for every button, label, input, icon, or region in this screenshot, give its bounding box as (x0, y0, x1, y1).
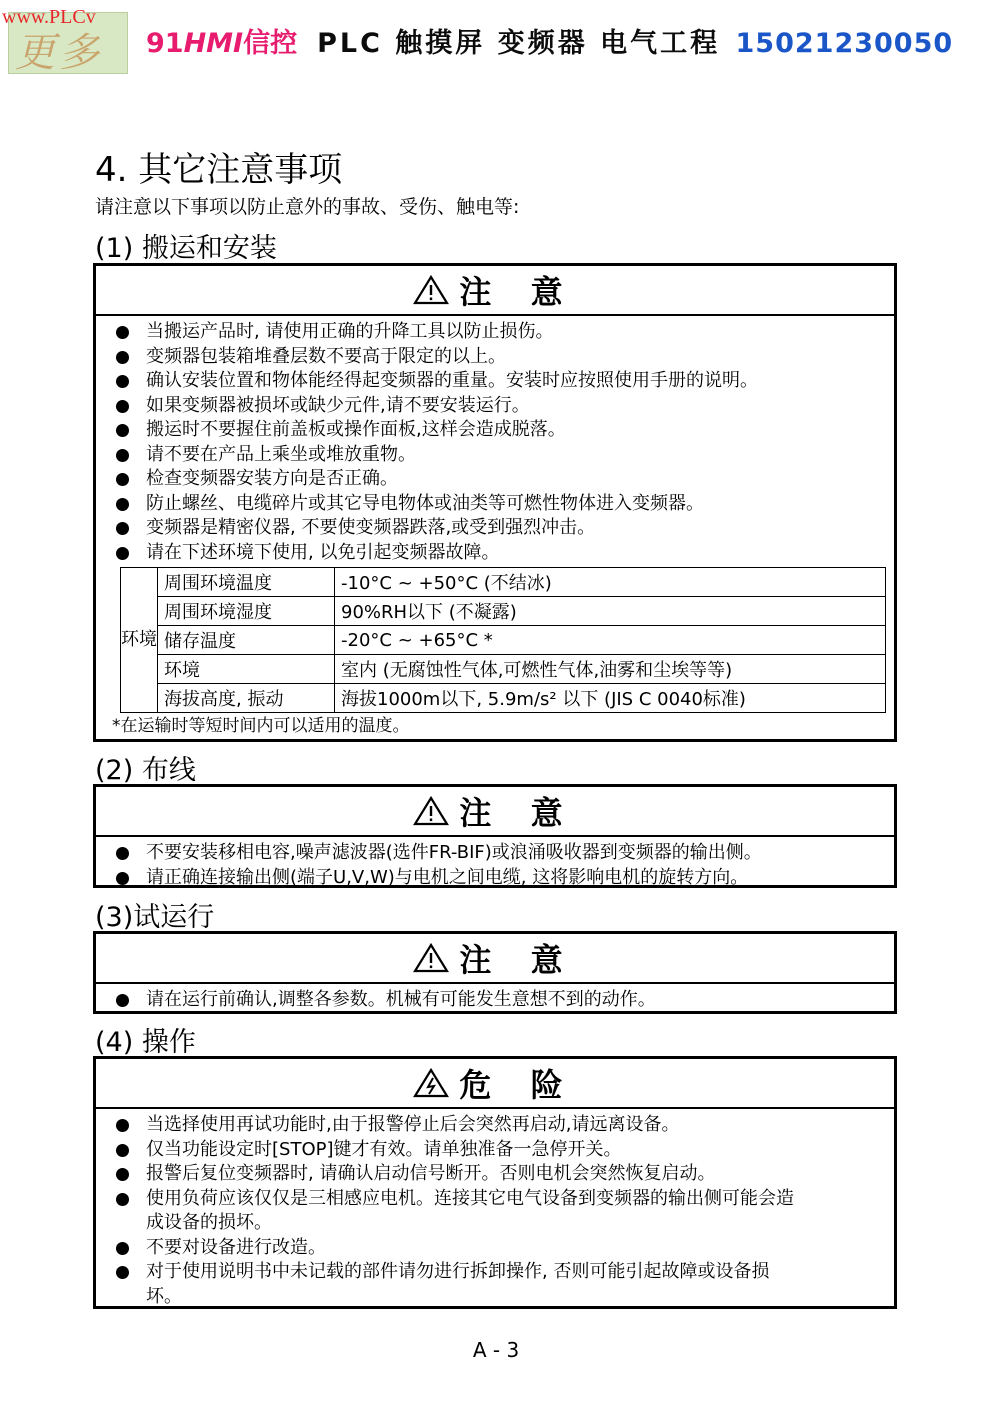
header-banner (0, 0, 992, 80)
list-item: 对于使用说明书中未记载的部件请勿进行拆卸操作, 否则可能引起故障或设备损 (96, 1260, 894, 1285)
warning-triangle-icon (413, 943, 449, 973)
environment-side-label: 环境 (121, 568, 158, 713)
caution-list (96, 316, 894, 565)
table-cell-value: -10°C ~ +50°C (不结冰) (335, 568, 886, 597)
table-cell-value: -20°C ~ +65°C * (335, 626, 886, 655)
phone-number: 15021230050 (735, 28, 954, 59)
subsection-title-wiring: (2) 布线 (95, 755, 196, 786)
subsection-title-trial: (3)试运行 (95, 902, 215, 933)
section-title: 4. 其它注意事项 (95, 150, 343, 190)
section-intro: 请注意以下事项以防止意外的事故、受伤、触电等: (95, 196, 520, 218)
danger-list (96, 1109, 894, 1309)
list-item: 变频器是精密仪器, 不要使变频器跌落,或受到强烈冲击。 (96, 516, 894, 541)
list-item: 防止螺丝、电缆碎片或其它导电物体或油类等可燃性物体进入变频器。 (96, 492, 894, 517)
caution-box-trial (93, 931, 897, 1014)
list-item-continued: 成设备的损坏。 (146, 1212, 272, 1233)
brand-hmi: HMI (183, 28, 244, 59)
caution-box-wiring (93, 784, 897, 888)
table-cell-value: 室内 (无腐蚀性气体,可燃性气体,油雾和尘埃等等) (335, 655, 886, 684)
list-item: 检查变频器安装方向是否正确。 (96, 467, 894, 492)
environment-table (120, 567, 886, 713)
table-cell-label: 储存温度 (158, 626, 335, 655)
caution-label: 注 意 (459, 941, 577, 979)
table-cell-label: 周围环境湿度 (158, 597, 335, 626)
caution-box-transport (93, 263, 897, 742)
warning-triangle-icon (413, 796, 449, 826)
environment-table-wrap (120, 567, 886, 713)
logo-glyph: 更多 (15, 30, 103, 74)
list-item: 请在运行前确认,调整各参数。机械有可能发生意想不到的动作。 (96, 988, 894, 1013)
danger-header (96, 1059, 894, 1109)
list-item: 报警后复位变频器时, 请确认启动信号断开。否则电机会突然恢复启动。 (96, 1162, 894, 1187)
danger-label: 危 险 (459, 1066, 577, 1104)
list-item: 不要安装移相电容,噪声滤波器(选件FR-BIF)或浪涌吸收器到变频器的输出侧。 (96, 841, 894, 866)
subsection-title-transport: (1) 搬运和安装 (95, 233, 277, 264)
warning-triangle-icon (413, 275, 449, 305)
list-item-continued: 坏。 (146, 1285, 182, 1307)
list-item: 如果变频器被损坏或缺少元件,请不要安装运行。 (96, 394, 894, 419)
caution-label: 注 意 (459, 794, 577, 832)
site-url: www.PLCv (2, 6, 96, 28)
list-item: 仅当功能设定时[STOP]键才有效。请单独准备一急停开关。 (96, 1138, 894, 1163)
table-cell-value: 90%RH以下 (不凝露) (335, 597, 886, 626)
tagline: PLC 触摸屏 变频器 电气工程 (317, 28, 721, 59)
list-item: 当选择使用再试功能时,由于报警停止后会突然再启动,请远离设备。 (96, 1113, 894, 1138)
list-item: 请不要在产品上乘坐或堆放重物。 (96, 443, 894, 468)
table-cell-value: 海拔1000m以下, 5.9m/s² 以下 (JIS C 0040标准) (335, 684, 886, 713)
caution-header (96, 266, 894, 316)
list-item: 搬运时不要握住前盖板或操作面板,这样会造成脱落。 (96, 418, 894, 443)
caution-header (96, 934, 894, 984)
table-row (121, 568, 886, 597)
danger-box-operation (93, 1056, 897, 1309)
table-row (121, 655, 886, 684)
table-row (121, 626, 886, 655)
table-row (121, 684, 886, 713)
brand-name: 信控 (243, 28, 298, 59)
caution-header (96, 787, 894, 837)
table-cell-label: 周围环境温度 (158, 568, 335, 597)
caution-label: 注 意 (459, 273, 577, 311)
caution-list (96, 837, 894, 890)
table-cell-label: 环境 (158, 655, 335, 684)
table-cell-label: 海拔高度, 振动 (158, 684, 335, 713)
list-item: 确认安装位置和物体能经得起变频器的重量。安装时应按照使用手册的说明。 (96, 369, 894, 394)
list-item: 变频器包装箱堆叠层数不要高于限定的以上。 (96, 345, 894, 370)
header-text (146, 24, 953, 64)
temperature-footnote: *在运输时等短时间内可以适用的温度。 (112, 716, 410, 736)
table-row (121, 597, 886, 626)
list-item: 请在下述环境下使用, 以免引起变频器故障。 (96, 541, 894, 566)
page-number: A - 3 (472, 1338, 520, 1362)
brand-number: 91 (146, 28, 184, 59)
list-item: 请正确连接输出侧(端子U,V,W)与电机之间电缆, 这将影响电机的旋转方向。 (96, 866, 894, 891)
subsection-title-operation: (4) 操作 (95, 1027, 196, 1058)
list-item: 当搬运产品时, 请使用正确的升降工具以防止损伤。 (96, 320, 894, 345)
list-item: 不要对设备进行改造。 (96, 1236, 894, 1261)
danger-shock-icon (413, 1068, 449, 1098)
caution-list (96, 984, 894, 1013)
list-item: 使用负荷应该仅仅是三相感应电机。连接其它电气设备到变频器的输出侧可能会造 (96, 1187, 894, 1212)
